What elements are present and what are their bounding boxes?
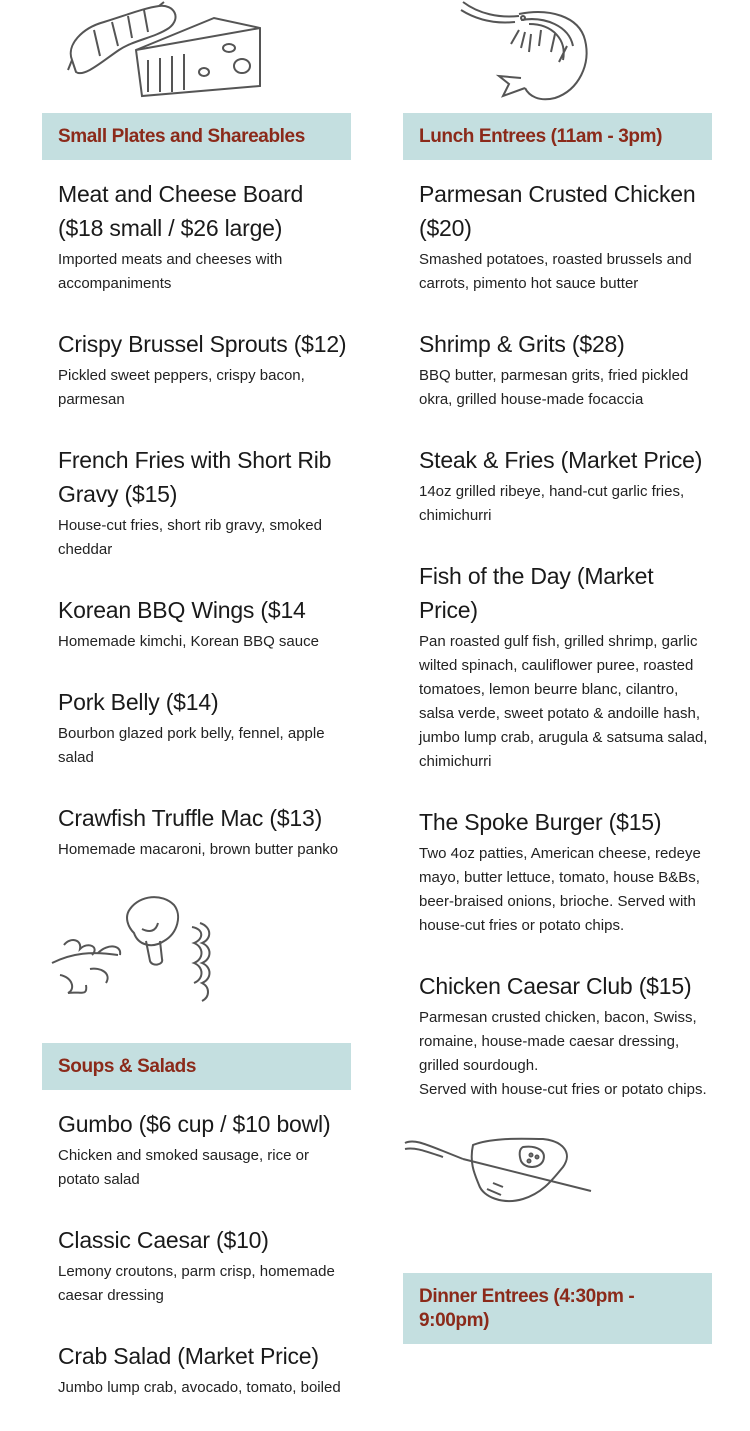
herbs-mushroom-pasta-icon (42, 893, 242, 1013)
section-header-small-plates: Small Plates and Shareables (42, 113, 351, 160)
menu-item-title: Steak & Fries (Market Price) (419, 447, 703, 473)
menu-item-title: French Fries with Short Rib Gravy ($15) (58, 447, 332, 507)
shrimp-icon (459, 0, 619, 104)
sausage-and-cheese-icon (64, 0, 264, 100)
section-header-lunch-entrees: Lunch Entrees (11am - 3pm) (403, 113, 712, 160)
menu-item (58, 327, 351, 412)
menu-item-description: House-cut fries, short rib gravy, smoked cheddar (58, 517, 322, 558)
menu-item-description-line: Parmesan crusted chicken, bacon, Swiss, romaine, house-made caesar dressing, grilled sourdough. (419, 1009, 697, 1074)
menu-item-description: Imported meats and cheeses with accompaniments (58, 251, 283, 292)
menu-item-title: Classic Caesar ($10) (58, 1227, 269, 1253)
menu-item-title: Crawfish Truffle Mac ($13) (58, 805, 323, 831)
menu-item (58, 685, 351, 770)
menu-item (419, 559, 712, 774)
menu-item-title: Crab Salad (Market Price) (58, 1343, 319, 1369)
menu-item-description: Two 4oz patties, American cheese, redeye mayo, butter lettuce, tomato, house B&Bs, beer-braised onions, brioche. Served with house-cut fries or potato chips. (419, 845, 701, 934)
menu-item-description: Pickled sweet peppers, crispy bacon, parmesan (58, 367, 305, 408)
menu-item (419, 805, 712, 938)
section-header-dinner-entrees: Dinner Entrees (4:30pm - 9:00pm) (403, 1273, 712, 1344)
menu-item (58, 801, 351, 862)
menu-item-title: Crispy Brussel Sprouts ($12) (58, 331, 347, 357)
dinner-illustration (403, 1133, 712, 1273)
menu-item-title: The Spoke Burger ($15) (419, 809, 662, 835)
lunch-illustration (403, 0, 712, 113)
menu-item-description-line: Served with house-cut fries or potato chips. (419, 1081, 707, 1098)
menu-item-description: Chicken and smoked sausage, rice or potato salad (58, 1147, 309, 1188)
menu-item (419, 443, 712, 528)
menu-item-description: Homemade macaroni, brown butter panko (58, 841, 339, 858)
menu-item (58, 1223, 351, 1308)
menu-item-title: Fish of the Day (Market Price) (419, 563, 654, 623)
menu-item-title: Meat and Cheese Board ($18 small / $26 large) (58, 181, 304, 241)
steak-on-fork-icon (403, 1133, 603, 1223)
menu-item (58, 443, 351, 562)
menu-item-description (419, 1006, 712, 1102)
menu-item-description: Bourbon glazed pork belly, fennel, apple salad (58, 725, 325, 766)
menu-item (58, 593, 351, 654)
menu-item (419, 969, 712, 1102)
menu-item-description: BBQ butter, parmesan grits, fried pickled okra, grilled house-made focaccia (419, 367, 689, 408)
small-plates-list (42, 160, 351, 862)
lunch-entrees-list (403, 160, 712, 1102)
menu-item-title: Chicken Caesar Club ($15) (419, 973, 692, 999)
menu-item-title: Parmesan Crusted Chicken ($20) (419, 181, 696, 241)
left-column (42, 0, 351, 1431)
menu-item (419, 177, 712, 296)
menu-item-title: Pork Belly ($14) (58, 689, 219, 715)
section-header-soups-salads: Soups & Salads (42, 1043, 351, 1090)
right-column (403, 0, 712, 1344)
menu-item-title: Shrimp & Grits ($28) (419, 331, 625, 357)
menu-item (58, 1339, 351, 1400)
soups-illustration (42, 893, 351, 1043)
menu-item-description: Lemony croutons, parm crisp, homemade caesar dressing (58, 1263, 335, 1304)
menu-item (58, 1107, 351, 1192)
menu-item (58, 177, 351, 296)
menu-item-description: Pan roasted gulf fish, grilled shrimp, garlic wilted spinach, cauliflower puree, roasted tomatoes, lemon beurre blanc, cilantro, salsa verde, sweet potato & andoille hash, jumbo lump crab, arugula & satsuma salad, chimichurri (419, 633, 708, 770)
menu-item (419, 327, 712, 412)
menu-item-description: Homemade kimchi, Korean BBQ sauce (58, 633, 319, 650)
menu-item-title: Gumbo ($6 cup / $10 bowl) (58, 1111, 331, 1137)
menu-item-title: Korean BBQ Wings ($14 (58, 597, 306, 623)
small-plates-illustration (42, 0, 351, 113)
menu-item-description: Smashed potatoes, roasted brussels and carrots, pimento hot sauce butter (419, 251, 692, 292)
soups-salads-list (42, 1090, 351, 1400)
menu-item-description: Jumbo lump crab, avocado, tomato, boiled (58, 1379, 341, 1396)
menu-item-description: 14oz grilled ribeye, hand-cut garlic fries, chimichurri (419, 483, 685, 524)
